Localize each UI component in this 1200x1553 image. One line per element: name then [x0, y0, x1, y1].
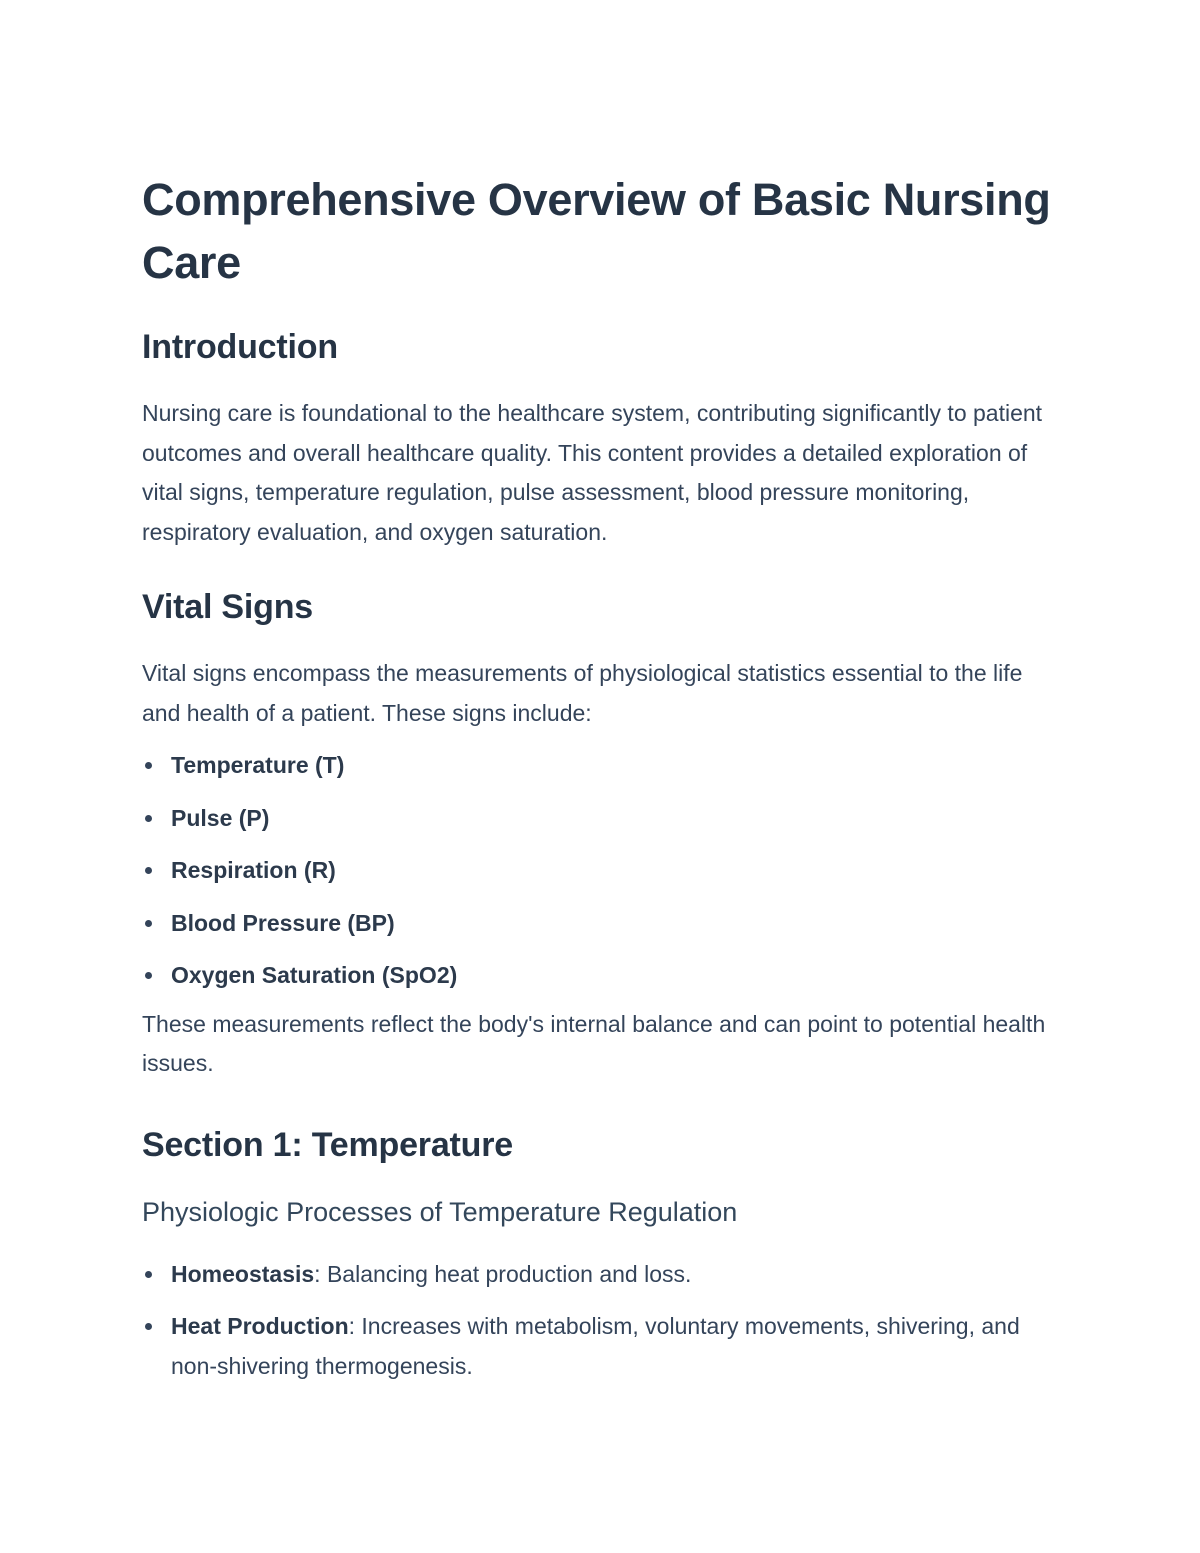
bullet-icon — [145, 972, 152, 979]
vital-signs-closing: These measurements reflect the body's internal balance and can point to potential health issues. — [142, 1010, 1046, 1076]
bullet-icon — [145, 762, 152, 769]
list-item — [142, 798, 1062, 838]
list-item-term: Homeostasis — [171, 1260, 315, 1287]
bullet-icon — [145, 1323, 152, 1330]
vital-signs-paragraph: Vital signs encompass the measurements of physiological statistics essential to the life and health of a patient. These signs include: — [142, 660, 1023, 726]
list-item-text: : Increases with metabolism, voluntary movements, shivering, and non-shivering thermogenesis. — [171, 1312, 1020, 1379]
temperature-regulation-list — [142, 1254, 1062, 1386]
section1-subheading: Physiologic Processes of Temperature Regulation — [142, 1196, 738, 1227]
bullet-icon — [145, 1271, 152, 1278]
section1-heading: Section 1: Temperature — [142, 1125, 513, 1164]
list-item-text: : Balancing heat production and loss. — [314, 1260, 692, 1287]
list-item-label: Pulse (P) — [171, 804, 270, 831]
introduction-paragraph: Nursing care is foundational to the healthcare system, contributing significantly to patient outcomes and overall healthcare quality. This content provides a detailed exploration of vital signs, temperature regulation, pulse assessment, blood pressure monitoring, respiratory evaluation, and oxygen saturation. — [142, 400, 1043, 545]
list-item — [142, 1254, 1062, 1294]
document-page — [142, 168, 1062, 1398]
document-title: Comprehensive Overview of Basic Nursing Care — [142, 174, 1051, 288]
list-item — [142, 1306, 1062, 1386]
bullet-icon — [145, 920, 152, 927]
list-item-label: Temperature (T) — [171, 752, 345, 778]
bullet-icon — [145, 867, 152, 874]
list-item-label: Blood Pressure (BP) — [171, 909, 395, 936]
list-item — [142, 745, 1062, 785]
list-item-label: Respiration (R) — [171, 857, 336, 883]
list-item-label: Oxygen Saturation (SpO2) — [171, 962, 458, 988]
list-item — [142, 850, 1062, 890]
list-item — [142, 955, 1062, 995]
introduction-heading: Introduction — [142, 328, 338, 366]
list-item — [142, 903, 1062, 943]
vital-signs-heading: Vital Signs — [142, 588, 314, 626]
list-item-term: Heat Production — [171, 1312, 349, 1339]
bullet-icon — [145, 815, 152, 822]
vital-signs-list — [142, 745, 1062, 995]
